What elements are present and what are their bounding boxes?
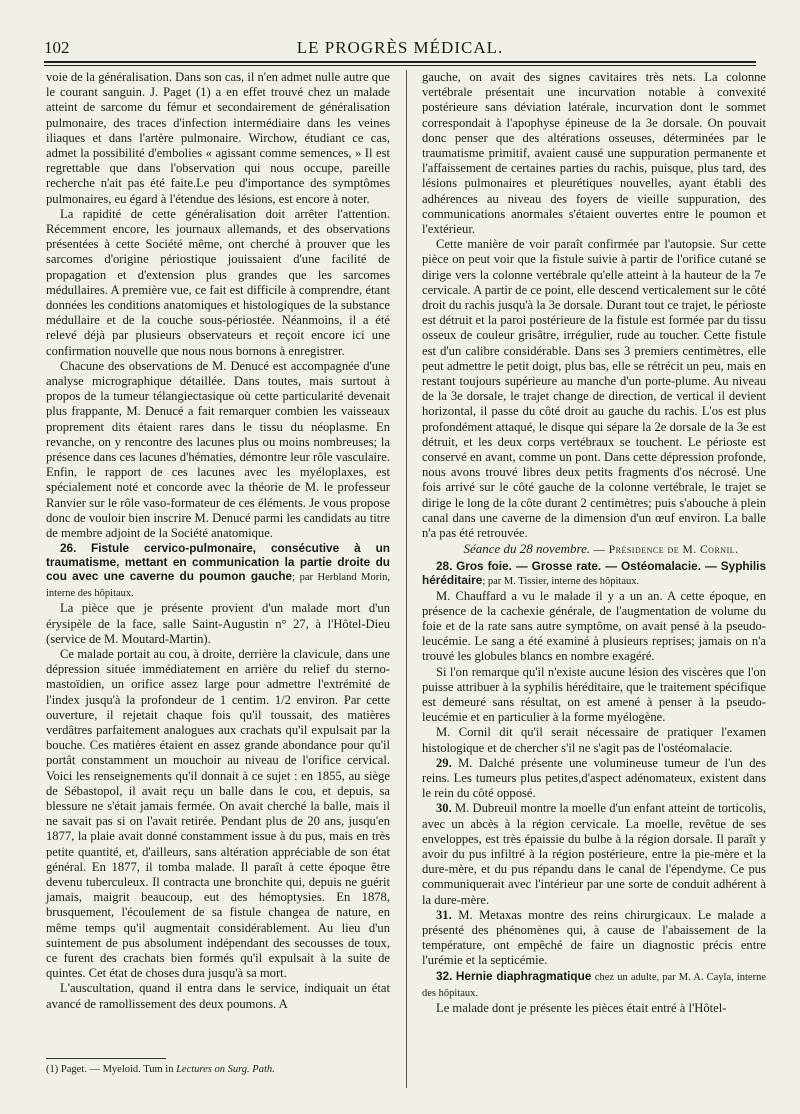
section-number: 32. xyxy=(436,968,453,983)
footnote-rule xyxy=(46,1058,166,1059)
footnote xyxy=(46,1064,390,1075)
section-heading-32 xyxy=(422,969,766,1001)
paragraph: La rapidité de cette généralisation doit arrêter l'attention. Récemment encore, les journaux allemands, et des observations présentées à cette Société même, ont cherché à prouver que les sarcomes d'origine périostique jouissaient d'une facilité de propagation et d'extension plus grandes que les sarcomes médullaires. A première vue, ce fait est difficile à comprendre, étant données les conditions anatomiques et histologiques de la substance médullaire et de la couche sous-périostée. Néanmoins, il a été relevé déjà par plusieurs observateurs et reçoit encore ici une confirmation nouvelle que nous nous bornons à enregistrer. xyxy=(46,206,390,358)
section-author: ; par M. Tissier, interne des hôpitaux. xyxy=(482,575,640,587)
paragraph: voie de la généralisation. Dans son cas, il n'en admet nulle autre que le courant sanguin. J. Paget (1) a en effet trouvé chez un malade atteint de sarcome du fémur et secondairement de généralisation pulmonaire, des traces d'infection intermédiaire dans les veines iliaques et dans l'artère pulmonaire. Wirchow, étudiant ce cas, admet la possibilité d'embolies « agissant comme semences, » Il est regrettable que dans l'observation qui nous occupe, pareille recherche n'ait pas été faite.Le peu d'importance des symptômes pulmonaires, eu égard à l'étendue des lésions, est encore à noter. xyxy=(46,70,390,206)
paragraph: Ce malade portait au cou, à droite, derrière la clavicule, dans une dépression située immédiatement en arrière du relief du sterno-mastoïdien, un orifice assez large pour admettre l'extrémité de l'index jusqu'à la profondeur de 1 centim. 1/2 environ. Par cette ouverture, il rejetait chaque fois qu'il toussait, des matières verdâtres parfaitement analogues aux crachats qu'il expulsait par la bouche. Ces matières étaient en assez grande abondance pour qu'il portât constamment un mouchoir au niveau de l'orifice cervical. Voici les renseignements qu'il donnait à ce sujet : en 1855, au siège de Sébastopol, il avait reçu un balle dans le cou, et depuis, sa blessure ne s'était jamais fermée. On avait cherché la balle, mais il ne savait pas si on l'avait retirée. Pendant plus de 20 ans, jusqu'en 1877, la plaie avait donné constamment issue à du pus, mais en très petite quantité, et, d'ailleurs, sans altération appréciable de son état général. En 1877, il tomba malade. Il paraît à cette époque être devenu tuberculeux. Il contracta une bronchite qui, depuis ne guérit jamais, maigrit beaucoup, eut des hémoptysies. En 1878, brusquement, l'écoulement de sa fistule changea de nature, en même temps qu'il augmentait considérablement. Au lieu d'un suintement de pus absolument indépendant des secousses de toux, ce furent des crachats bien formés qu'il expulsait à la suite de quintes. Cet état de choses dura jusqu'à sa mort. xyxy=(46,646,390,981)
section-number: 28. xyxy=(436,558,453,573)
right-column xyxy=(422,70,766,1016)
page-header xyxy=(44,38,756,60)
footnote-text: (1) Paget. — Myeloid. Tum in xyxy=(46,1064,174,1075)
session-heading xyxy=(422,541,766,558)
paragraph: L'auscultation, quand il entra dans le service, indiquait un état avancé de ramollissement des deux poumons. A xyxy=(46,981,390,1011)
running-title: LE PROGRÈS MÉDICAL. xyxy=(296,38,504,57)
section-number: 26. xyxy=(60,541,77,556)
item-number: 30. xyxy=(436,801,452,816)
paragraph: Cette manière de voir paraît confirmée par l'autopsie. Sur cette pièce on peut voir que la fistule suivie à partir de l'orifice cutané se dirige vers la colonne vertébrale qu'elle atteint à la hauteur de la 7e cervicale. A partir de ce point, elle descend verticalement sur le côté droit du rachis jusqu'à la 3e dorsale. Durant tout ce trajet, le périoste est détruit et la paroi postérieure de la fistule est formée par du tissu osseux de couleur grisâtre, irrégulier, rude au toucher. Cette fistule est d'un calibre considérable. Dans ses 3 premiers centimètres, elle peut admettre le petit doigt, plus bas, elle se rétrécit un peu, mais en restant toujours supérieure au manche d'un porte-plume. Au niveau de la 3e dorsale, le trajet change de direction, de vertical il devient horizontal, il passe du côté droit au gauche du rachis. L'os est plus profondément attaqué, le disque qui sépare la 2e dorsale de la 3e est détruit, et les deux corps vertébraux se touchent. Le périoste est conservé en avant, comme un pont. Dans cette dépression profonde, nous avons trouvé libres deux petits fragments d'os nécrosé. Une fois arrivé sur le côté gauche de la colonne vertébrale, le trajet se dirige le long de la côte durant 2 centimètres; puis s'abouche à plein canal dans une caverne de la dimension d'un œuf environ. La balle n'a pas été retrouvée. xyxy=(422,237,766,541)
item-text: M. Dubreuil montre la moelle d'un enfant atteint de torticolis, avec un abcès à la région cervicale. La moelle, revêtue de ses enveloppes, est très épaissie du bulbe à la région dorsale. Il paraît y avoir du pus infiltré à la région postérieure, entre la pie-mère et la dure-mère, et du pus répandu dans le canal de l'épendyme. Ce pus communiquerait avec l'intérieur par une sorte de conduit adhérent à la dure-mère. xyxy=(422,801,766,907)
session-date: Séance du 28 novembre. xyxy=(463,541,591,557)
column-divider xyxy=(406,70,407,1088)
paragraph: La pièce que je présente provient d'un malade mort d'un érysipèle de la face, salle Saint-Augustin n° 27, à l'Hôtel-Dieu (service de M. Moutard-Martin). xyxy=(46,601,390,646)
session-president: — Présidence de M. Cornil. xyxy=(593,544,739,557)
paragraph: M. Chauffard a vu le malade il y a un an. A cette époque, en présence de la cachexie générale, de l'augmentation de volume du foie et de la rate sans autre symptôme, on avait pensé à la pseudo-leucémie. Le sang a été examiné à plusieurs reprises; jamais on n'a trouvé les globules blancs en nombre exagéré. xyxy=(422,588,766,664)
header-rule-thick xyxy=(44,61,756,63)
item-text: M. Metaxas montre des reins chirurgicaux. Le malade a présenté des phénomènes qui, à cause de l'abaissement de la température, ont empêché de faire un diagnostic précis entre l'urémie et la septicémie. xyxy=(422,907,766,968)
footnote-italic: Lectures on Surg. Path. xyxy=(176,1064,275,1075)
header-rule-thin xyxy=(44,65,756,66)
section-heading-26 xyxy=(46,541,390,601)
item-number: 29. xyxy=(436,755,452,770)
paragraph: Chacune des observations de M. Denucé est accompagnée d'une analyse micrographique détaillée. Dans toutes, mais surtout à propos de la tumeur télangiectasique où cette particularité devenait plus frappante, M. Denucé a fait remarquer combien les vaisseaux proprement dits étaient rares dans le tissu du néoplasme. En revanche, on y rencontre des lacunes plus ou moins nombreuses; la présence dans ces lacunes d'hématies, démontre leur rôle vasculaire. Enfin, le rapport de ces lacunes avec les myéloplaxes, est spécialement noté et concorde avec la théorie de M. le professeur Ranvier sur le rôle vaso-formateur de ces éléments. Je vous propose donc de vouloir bien inscrire M. Denucé parmi les candidats au titre de membre adjoint de la Société anatomique. xyxy=(46,358,390,541)
section-author: chez un adulte, par M. A. Cayla, interne des hôpitaux. xyxy=(422,971,766,999)
page-number: 102 xyxy=(44,38,70,57)
section-heading-28 xyxy=(422,559,766,589)
paragraph: Si l'on remarque qu'il n'existe aucune lésion des viscères que l'on puisse attribuer à la syphilis héréditaire, que le traitement spécifique est demeuré sans résultat, on est amené à penser à la pseudo-leucémie et en particulier à la forme myélogène. xyxy=(422,664,766,725)
paragraph-31 xyxy=(422,908,766,969)
section-title: Gros foie. — Grosse rate. — Ostéomalacie. — Syphilis héréditaire xyxy=(422,558,767,587)
section-author: ; par Herbland Morin, interne des hôpitaux. xyxy=(46,572,390,600)
section-title: Hernie diaphragmatique xyxy=(455,968,592,983)
section-title: Fistule cervico-pulmonaire, consécutive à un traumatisme, mettant en communication la partie droite du cou avec une caverne du poumon gauche xyxy=(46,541,390,584)
paragraph: M. Cornil dit qu'il serait nécessaire de pratiquer l'examen histologique et de chercher s'il ne s'agit pas de l'ostéomalacie. xyxy=(422,725,766,755)
paragraph-29 xyxy=(422,756,766,802)
item-text: M. Dalché présente une volumineuse tumeur de l'un des reins. Les tumeurs plus petites,d'aspect adénomateux, existent dans le rein du côté opposé. xyxy=(422,755,766,801)
paragraph: gauche, on avait des signes cavitaires très nets. La colonne vertébrale présentait une incurvation notable à convexité postérieure sans déviation latérale, incurvation dont le sommet correspondait à l'apophyse épineuse de la 3e dorsale. On pouvait donc penser que des altérations osseuses, déterminées par le traumatisme primitif, avaient causé une suppuration permanente et l'affaissement de certaines parties du rachis, puisque, plus tard, des lésions pulmonaires et pleurétiques nouvelles, ayant établi des adhérences au niveau des foyers de vieille suppuration, des communications anormales s'étaient ouvertes entre le poumon et l'extérieur. xyxy=(422,70,766,237)
paragraph: Le malade dont je présente les pièces était entré à l'Hôtel- xyxy=(436,1000,727,1015)
paragraph-30 xyxy=(422,801,766,907)
left-column xyxy=(46,70,390,1012)
item-number: 31. xyxy=(436,907,452,922)
